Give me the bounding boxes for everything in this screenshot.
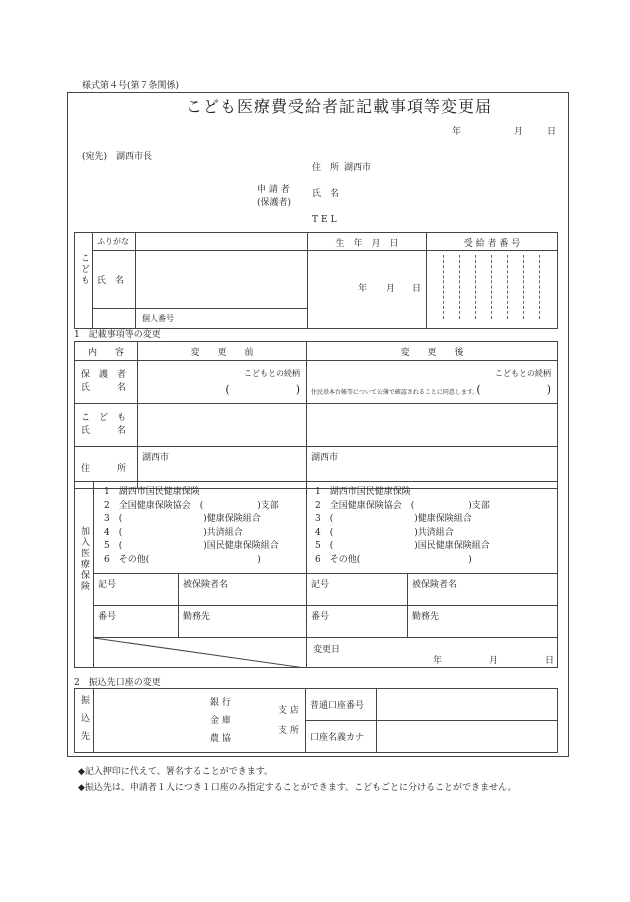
- birth-day: 日: [412, 284, 422, 294]
- relation-paren-before: ( ): [225, 383, 300, 396]
- insurance-before-item-5[interactable]: 5 ( )国民健康保険組合: [104, 541, 279, 551]
- insurance-after-item-5[interactable]: 5 ( )国民健康保険組合: [315, 541, 490, 551]
- child-name-label: 氏 名: [97, 276, 125, 286]
- header-before: 変 更 前: [138, 342, 307, 361]
- account-number-input[interactable]: [377, 689, 558, 721]
- account-number-label-cell: [306, 689, 377, 721]
- insurance-after-item-4[interactable]: 4 ( )共済組合: [315, 527, 454, 538]
- child-table: [74, 232, 558, 329]
- bank-side-cell: [75, 689, 94, 753]
- address-value[interactable]: 湖西市: [344, 163, 372, 173]
- before-change-date-slash: [94, 638, 307, 668]
- consent-text: 住民基本台帳等について公簿で確認されることに同意します。: [311, 389, 479, 396]
- after-symbol-input[interactable]: 記号: [307, 574, 408, 606]
- date-day: 日: [547, 127, 557, 137]
- account-holder-input[interactable]: [377, 721, 558, 753]
- address-change-label: 住 所: [81, 464, 127, 474]
- insurance-before-options[interactable]: [94, 482, 307, 574]
- change-date-month: 月: [489, 656, 499, 666]
- child-name-input[interactable]: [136, 251, 308, 309]
- birth-header-cell: [308, 233, 427, 251]
- insurance-before-item-2[interactable]: 2 全国健康保険協会 ( )支部: [104, 500, 279, 511]
- diagonal-slash: [94, 638, 305, 668]
- name-label[interactable]: 氏 名: [312, 189, 340, 199]
- date-month: 月: [514, 127, 524, 137]
- guardian-name-label: 保 護 者 氏 名: [81, 370, 127, 393]
- insurance-after-options[interactable]: [307, 482, 558, 574]
- applicant-label: 申 請 者: [257, 185, 290, 195]
- applicant-sublabel: (保護者): [257, 198, 292, 208]
- account-holder-label: 口座名義カナ: [310, 733, 365, 743]
- change-date-day: 日: [545, 656, 555, 666]
- recipient-number-input[interactable]: [427, 251, 558, 329]
- bank-label: 銀 行: [210, 698, 231, 708]
- insurance-table: [74, 481, 558, 668]
- birth-month: 月: [386, 284, 396, 294]
- birth-year: 年: [358, 284, 368, 294]
- child-name-label-cell: [75, 404, 138, 447]
- after-insured-name-input[interactable]: 被保険者名: [408, 574, 558, 606]
- insurance-after-item-6[interactable]: 6 その他( ): [315, 554, 472, 565]
- account-number-label: 普通口座番号: [310, 701, 365, 711]
- child-name-change-label: こ ど も 氏 名: [81, 413, 127, 436]
- insurance-before-item-4[interactable]: 4 ( )共済組合: [104, 527, 243, 538]
- furigana-input[interactable]: [136, 233, 308, 251]
- branch-label: 支 店: [278, 706, 299, 716]
- change-date-year: 年: [433, 656, 443, 666]
- birth-date-input[interactable]: [308, 251, 427, 329]
- insurance-after-list: [307, 482, 557, 567]
- after-number-input[interactable]: 番号: [307, 606, 408, 638]
- insurance-before-list: [94, 482, 306, 567]
- child-name-after-input[interactable]: [307, 404, 558, 447]
- insurance-after-item-3[interactable]: 3 ( )健康保険組合: [315, 514, 472, 524]
- insurance-side-cell: [75, 482, 94, 668]
- relation-label-after: こどもとの続柄: [495, 369, 551, 378]
- insurance-before-item-3[interactable]: 3 ( )健康保険組合: [104, 514, 261, 524]
- account-holder-label-cell: [306, 721, 377, 753]
- after-workplace-input[interactable]: 勤務先: [408, 606, 558, 638]
- date-year: 年: [452, 127, 462, 137]
- before-insured-name-input[interactable]: 被保険者名: [179, 574, 307, 606]
- furigana-label-cell: [93, 233, 136, 251]
- my-number-cell[interactable]: [136, 309, 308, 329]
- my-number-spacer: [93, 309, 136, 329]
- form-title: こども医療費受給者証記載事項等変更届: [186, 97, 493, 116]
- bank-name-input[interactable]: [94, 689, 306, 753]
- header-after: 変 更 後: [307, 342, 558, 361]
- address-before-city: 湖西市: [142, 453, 170, 463]
- relation-label-before: こどもとの続柄: [244, 369, 300, 378]
- office-label: 支 所: [278, 726, 299, 736]
- form-number: 様式第４号(第７条関係): [82, 81, 180, 91]
- before-workplace-input[interactable]: 勤務先: [179, 606, 307, 638]
- recipient-header: 受 給 者 番 号: [463, 239, 521, 249]
- guardian-name-label-cell: [75, 361, 138, 404]
- child-side-label: こども: [79, 253, 89, 286]
- change-date-input[interactable]: [307, 638, 558, 668]
- change-date-label: 変更日: [313, 645, 341, 655]
- address-label: 住 所: [312, 163, 340, 173]
- furigana-label: ふりがな: [97, 237, 129, 246]
- bank-table: [74, 688, 558, 753]
- child-name-before-input[interactable]: [138, 404, 307, 447]
- relation-paren-after: ( ): [476, 383, 551, 396]
- insurance-after-item-2[interactable]: 2 全国健康保険協会 ( )支部: [315, 500, 490, 511]
- address-after-city: 湖西市: [311, 453, 339, 463]
- change-table: [74, 341, 558, 489]
- section2-title: 2 振込先口座の変更: [74, 678, 161, 688]
- insurance-before-item-6[interactable]: 6 その他( ): [104, 554, 261, 565]
- noukyou-label: 農 協: [210, 734, 231, 744]
- my-number-label: 個人番号: [142, 314, 174, 323]
- guardian-after-input[interactable]: [307, 361, 558, 404]
- bank-side-label: 振込先: [79, 695, 89, 749]
- shinkin-label: 金 庫: [210, 716, 231, 726]
- addressee: (宛先) 湖西市長: [82, 152, 153, 162]
- child-side-cell: [75, 233, 93, 329]
- note-2: ◆振込先は、申請者１人につき１口座のみ指定することができます。こどもごとに分けることができません。: [78, 783, 517, 793]
- section1-title: 1 記載事項等の変更: [74, 330, 161, 340]
- tel-label[interactable]: TEL: [312, 215, 340, 225]
- header-content: 内 容: [75, 342, 138, 361]
- insurance-before-item-1[interactable]: 1 湖西市国民健康保険: [104, 487, 200, 497]
- before-symbol-input[interactable]: 記号: [94, 574, 179, 606]
- before-number-input[interactable]: 番号: [94, 606, 179, 638]
- recipient-header-cell: [427, 233, 558, 251]
- name-label-cell: [93, 251, 136, 309]
- note-1: ◆記入押印に代えて、署名することができます。: [78, 767, 274, 777]
- birth-header: 生 年 月 日: [335, 239, 399, 249]
- insurance-side-label: 加入医療保険: [79, 526, 89, 592]
- guardian-before-input[interactable]: [138, 361, 307, 404]
- insurance-after-item-1[interactable]: 1 湖西市国民健康保険: [315, 487, 411, 497]
